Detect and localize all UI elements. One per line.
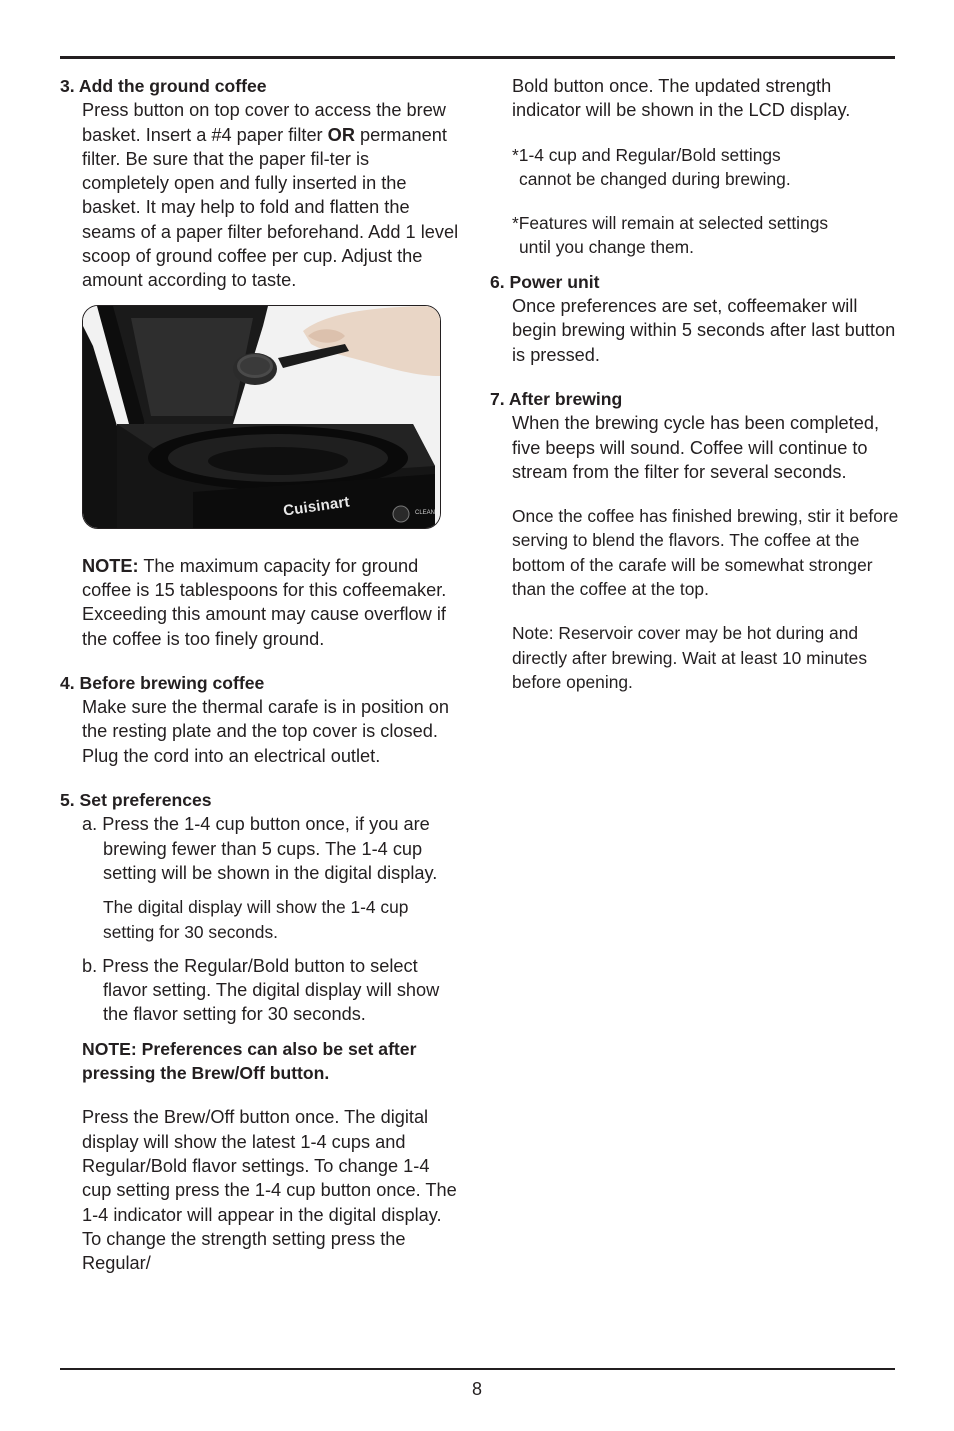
step-5a-note: The digital display will show the 1-4 cup setting for 30 seconds. <box>103 897 409 942</box>
step-3-body-text-end: permanent filter. Be sure that the paper fil-ter is completely open and fully inserted in the basket. It may help to fold and flatten the seams of a paper filter beforehand. Add 1 level scoop of ground coffee per cup. Adjust the amount according to taste. <box>82 124 459 291</box>
reservoir-note: Note: Reservoir cover may be hot during and directly after brewing. Wait at least 10 minutes before opening. <box>512 623 868 692</box>
step-3-body-or: OR <box>327 124 355 145</box>
step-5a-body: a. Press the 1-4 cup button once, if you are brewing fewer than 5 cups. The 1-4 cup setting will be shown in the digital display. <box>82 814 438 883</box>
step-5-bold-note: NOTE: Preferences can also be set after pressing the Brew/Off button. <box>82 1038 417 1084</box>
step-4-heading: 4. Before brewing coffee <box>60 672 265 693</box>
asterisk-note-1-line1: *1-4 cup and Regular/Bold settings <box>512 144 781 165</box>
cuisinart-logo: Cuisinart <box>282 493 351 520</box>
left-column <box>60 74 460 1275</box>
top-rule <box>60 56 895 59</box>
asterisk-note-1-line2: cannot be changed during brewing. <box>519 168 791 189</box>
step-5-heading: 5. Set preferences <box>60 790 212 811</box>
finished-brewing-note: Once the coffee has finished brewing, stir it before serving to blend the flavors. The coffee at the bottom of the carafe will be somewhat stronger than the coffee at the top. <box>512 506 899 600</box>
step-6-body: Once preferences are set, coffeemaker will begin brewing within 5 seconds after last button is pressed. <box>512 296 896 365</box>
step-5-continued: Bold button once. The updated strength indicator will be shown in the LCD display. <box>512 76 851 121</box>
asterisk-note-2 <box>490 211 900 260</box>
note-label: NOTE: <box>82 555 139 576</box>
page-number: 8 <box>471 1379 482 1399</box>
right-column <box>490 74 900 694</box>
step-5b-body: b. Press the Regular/Bold button to select flavor setting. The digital display will show the flavor setting for 30 seconds. <box>82 955 440 1025</box>
asterisk-note-2-line2: until you change them. <box>519 237 694 258</box>
coffeemaker-illustration <box>83 306 440 528</box>
clean-label: CLEAN <box>415 509 436 516</box>
step-7-heading: 7. After brewing <box>490 388 623 409</box>
coffeemaker-photo <box>82 305 441 529</box>
note-max-capacity <box>60 554 460 651</box>
step-3-body <box>60 98 460 292</box>
step-4-body: Make sure the thermal carafe is in position on the resting plate and the top cover is closed. Plug the cord into an electrical outlet. <box>82 697 449 766</box>
step-5-brew-off: Press the Brew/Off button once. The digital display will show the latest 1-4 cups and Regular/Bold flavor settings. To change 1-4 cup setting press the 1-4 cup button once. The 1-4 indicator will appear in the digital display. To change the strength setting press the Regular/ <box>82 1107 457 1274</box>
step-3-heading: 3. Add the ground coffee <box>60 76 267 96</box>
asterisk-note-2-line1: *Features will remain at selected settings <box>512 213 829 234</box>
step-3-body-text: Press button on top cover to access the brew basket. Insert a #4 paper filter <box>82 100 446 145</box>
step-7-body: When the brewing cycle has been completed, five beeps will sound. Coffee will continue to stream from the filter for several seconds. <box>512 413 879 482</box>
step-6-heading: 6. Power unit <box>490 271 600 292</box>
bottom-rule <box>60 1368 895 1370</box>
note-text: The maximum capacity for ground coffee is 15 tablespoons for this coffeemaker. Exceeding this amount may cause overflow if the coffee is too finely ground. <box>82 555 447 649</box>
asterisk-note-1 <box>490 143 900 192</box>
